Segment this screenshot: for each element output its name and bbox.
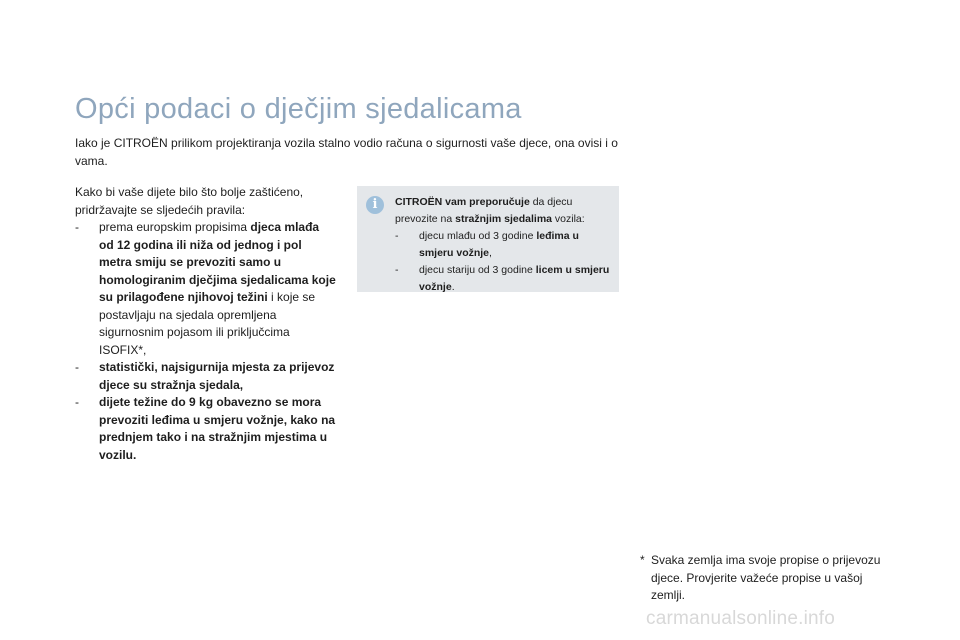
footnote: [640, 552, 890, 605]
watermark: carmanualsonline.info: [646, 608, 836, 629]
list-item: [75, 394, 337, 464]
rule-text: i koje se postavljaju na sjedala opremljena sigurnosnim pojasom ili priključcima ISOFIX*,: [99, 290, 316, 357]
rules-lead: Kako bi vaše dijete bilo što bolje zaštićeno, pridržavajte se sljedećih pravila:: [75, 185, 304, 217]
footnote-text: Svaka zemlja ima svoje propise o prijevozu djece. Provjerite važeće propise u vašoj zemlji.: [651, 553, 881, 602]
recommendation-text-part: vozila:: [552, 213, 585, 225]
recommendation-item-text: djecu mlađu od 3 godine: [419, 230, 537, 242]
rule-bold-text: statistički, najsigurnija mjesta za prijevoz djece su stražnja sjedala,: [99, 360, 335, 392]
recommendation-bold: stražnjim sjedalima: [455, 213, 552, 225]
child-safety-rules: [75, 184, 337, 464]
footnote-star: *: [640, 553, 645, 567]
info-icon: i: [366, 196, 384, 214]
rule-text: prema europskim propisima: [99, 220, 251, 234]
rule-bold-text: djeca mlađa od 12 godina ili niža od jednog i pol metra smiju se prevoziti samo u homologiranim dječjima sjedalicama koje su prilagođene njihovoj težini: [99, 220, 336, 304]
intro-paragraph: Iako je CITROËN prilikom projektiranja vozila stalno vodio računa o sigurnosti vaše djece, ona ovisi i o vama.: [75, 136, 618, 168]
list-dash: -: [75, 395, 79, 409]
recommendation-item-end: ,: [489, 247, 492, 259]
recommendation-item-text: djecu stariju od 3 godine: [419, 264, 536, 276]
list-dash: -: [395, 230, 399, 242]
recommendation-item-bold: licem u smjeru vožnje: [419, 264, 610, 293]
rules-list: [75, 219, 337, 464]
list-dash: -: [75, 220, 79, 234]
recommendation-item-bold: leđima u smjeru vožnje: [419, 230, 579, 259]
recommendation-text-part: da djecu prevozite na: [395, 196, 573, 225]
recommendation-bold: CITROËN vam preporučuje: [395, 196, 530, 208]
recommendation-text: [395, 194, 611, 296]
page-title: Opći podaci o dječjim sjedalicama: [75, 93, 522, 125]
recommendation-list: [395, 228, 611, 296]
list-item: [75, 359, 337, 394]
recommendation-box: [357, 186, 619, 292]
list-item: [75, 219, 337, 359]
recommendation-lead: [395, 194, 611, 228]
list-item: [395, 228, 611, 262]
recommendation-item-end: .: [451, 281, 455, 293]
list-dash: -: [75, 360, 79, 374]
list-item: [395, 262, 611, 296]
list-dash: -: [395, 264, 399, 276]
rule-bold-text: dijete težine do 9 kg obavezno se mora prevoziti leđima u smjeru vožnje, kako na prednjem tako i na stražnjim mjestima u vozilu.: [99, 395, 336, 462]
